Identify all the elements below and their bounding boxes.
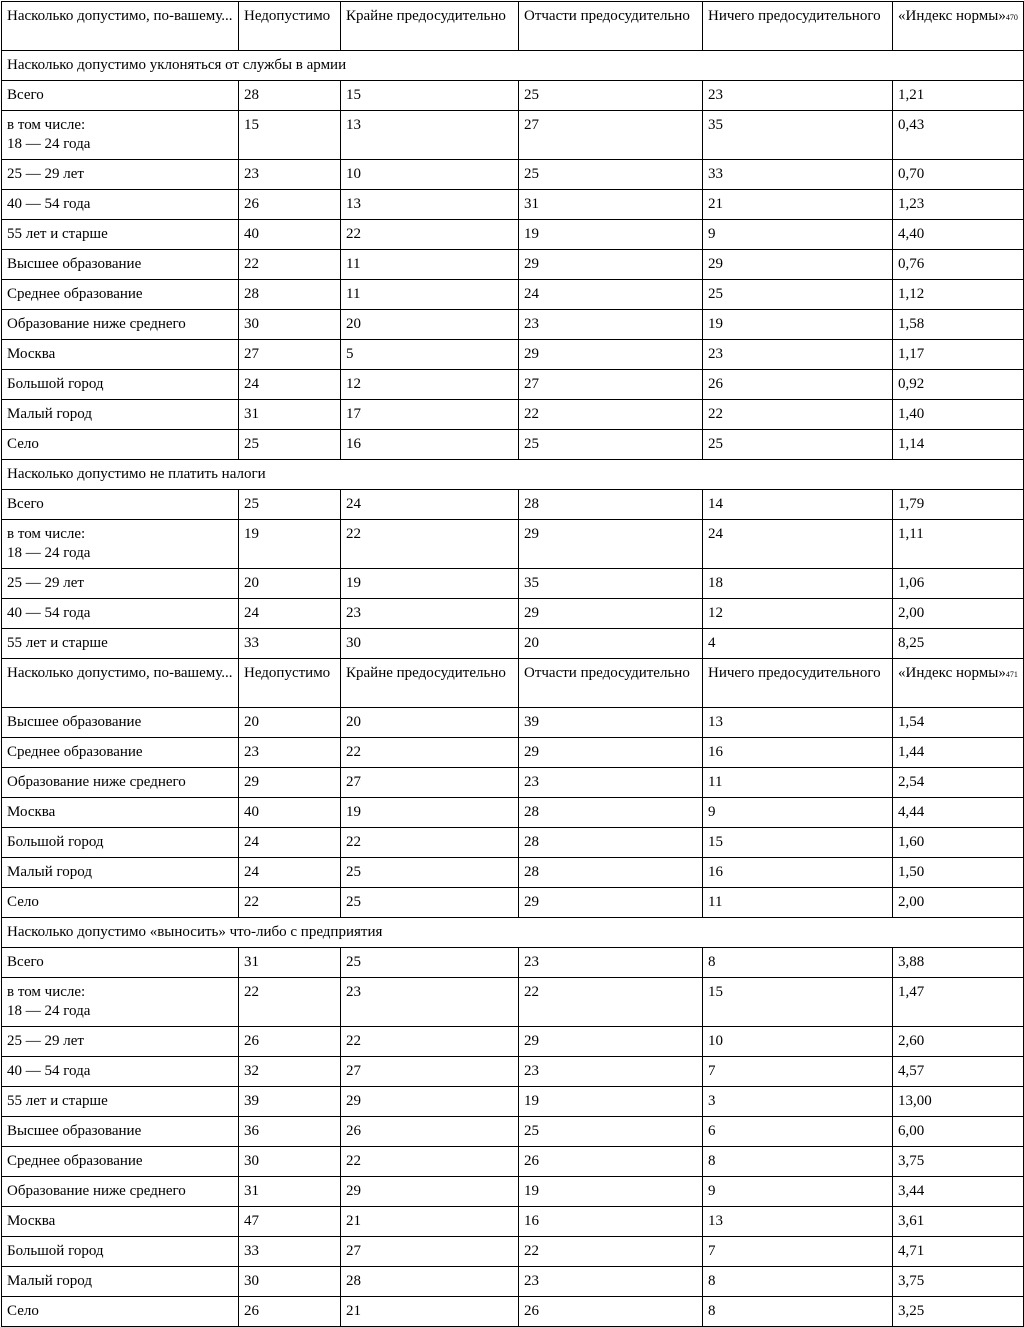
row-label [2,111,239,160]
percent-value: 12 [703,599,893,629]
percent-value: 6 [703,1117,893,1147]
percent-value: 18 [703,569,893,599]
percent-value: 15 [239,111,341,160]
header-unacceptable: Недопустимо [239,2,341,51]
data-row [2,430,1024,460]
percent-value: 29 [519,888,703,918]
percent-value: 27 [341,768,519,798]
row-label: Малый город [2,858,239,888]
row-label: Малый город [2,1267,239,1297]
percent-value: 22 [341,828,519,858]
percent-value: 20 [341,310,519,340]
percent-value: 25 [341,858,519,888]
percent-value: 25 [703,280,893,310]
data-row [2,1267,1024,1297]
percent-value: 22 [341,520,519,569]
data-row [2,190,1024,220]
section-title-row [2,460,1024,490]
percent-value: 16 [703,858,893,888]
percent-value: 33 [239,1237,341,1267]
row-label: 40 — 54 года [2,599,239,629]
percent-value: 12 [341,370,519,400]
data-row [2,798,1024,828]
percent-value: 23 [341,978,519,1027]
norm-index-value: 3,88 [893,948,1024,978]
norm-index-value: 4,44 [893,798,1024,828]
data-row [2,111,1024,160]
row-label: Всего [2,490,239,520]
percent-value: 25 [519,160,703,190]
data-row [2,888,1024,918]
percent-value: 24 [239,599,341,629]
row-label: Всего [2,948,239,978]
header-extremely-reprehensible: Крайне предосудительно [341,2,519,51]
percent-value: 25 [341,888,519,918]
data-row [2,1207,1024,1237]
norm-index-value: 6,00 [893,1117,1024,1147]
row-label: 25 — 29 лет [2,1027,239,1057]
percent-value: 11 [703,888,893,918]
percent-value: 29 [703,250,893,280]
percent-value: 10 [703,1027,893,1057]
norm-index-value: 3,25 [893,1297,1024,1327]
percent-value: 25 [703,430,893,460]
percent-value: 31 [239,1177,341,1207]
norm-index-value: 1,12 [893,280,1024,310]
row-label: Москва [2,798,239,828]
percent-value: 19 [519,220,703,250]
norm-index-value: 0,92 [893,370,1024,400]
subhead-label: в том числе: [7,526,86,542]
data-row [2,1027,1024,1057]
percent-value: 29 [239,768,341,798]
percent-value: 7 [703,1237,893,1267]
percent-value: 19 [519,1087,703,1117]
percent-value: 17 [341,400,519,430]
norm-index-value: 1,44 [893,738,1024,768]
row-label: Село [2,430,239,460]
percent-value: 22 [341,220,519,250]
norm-index-value: 1,58 [893,310,1024,340]
data-row [2,1177,1024,1207]
percent-value: 20 [519,629,703,659]
percent-value: 24 [239,858,341,888]
percent-value: 19 [703,310,893,340]
percent-value: 28 [519,490,703,520]
percent-value: 28 [239,81,341,111]
norm-index-value: 0,43 [893,111,1024,160]
norm-index-value: 8,25 [893,629,1024,659]
percent-value: 29 [341,1177,519,1207]
total-row [2,81,1024,111]
header-nothing-reprehensible: Ничего предосудительного [703,2,893,51]
percent-value: 20 [341,708,519,738]
total-row [2,490,1024,520]
data-row [2,400,1024,430]
percent-value: 16 [341,430,519,460]
percent-value: 31 [519,190,703,220]
norm-index-value: 3,75 [893,1147,1024,1177]
section-title: Насколько допустимо уклоняться от службы в армии [2,51,1024,81]
norm-index-value: 1,23 [893,190,1024,220]
percent-value: 22 [519,400,703,430]
percent-value: 25 [519,81,703,111]
percent-value: 24 [341,490,519,520]
percent-value: 19 [341,798,519,828]
section-title-row [2,51,1024,81]
percent-value: 20 [239,569,341,599]
row-label: Большой город [2,1237,239,1267]
percent-value: 33 [239,629,341,659]
norm-index-value: 1,54 [893,708,1024,738]
percent-value: 22 [341,1147,519,1177]
norm-index-value: 0,70 [893,160,1024,190]
percent-value: 27 [519,111,703,160]
subhead-label: в том числе: [7,984,86,1000]
percent-value: 27 [341,1237,519,1267]
percent-value: 9 [703,1177,893,1207]
survey-table-body [2,2,1024,1327]
percent-value: 15 [341,81,519,111]
percent-value: 29 [519,340,703,370]
row-label: Всего [2,81,239,111]
percent-value: 35 [703,111,893,160]
row-label: Москва [2,1207,239,1237]
percent-value: 39 [239,1087,341,1117]
percent-value: 19 [519,1177,703,1207]
percent-value: 16 [703,738,893,768]
row-label: 25 — 29 лет [2,569,239,599]
percent-value: 24 [519,280,703,310]
data-row [2,599,1024,629]
percent-value: 23 [703,81,893,111]
percent-value: 8 [703,1297,893,1327]
row-label: 55 лет и старше [2,1087,239,1117]
percent-value: 15 [703,978,893,1027]
percent-value: 23 [703,340,893,370]
percent-value: 9 [703,220,893,250]
norm-index-value: 1,79 [893,490,1024,520]
percent-value: 28 [519,798,703,828]
percent-value: 19 [239,520,341,569]
percent-value: 23 [239,738,341,768]
data-row [2,978,1024,1027]
percent-value: 13 [341,111,519,160]
percent-value: 40 [239,798,341,828]
percent-value: 26 [341,1117,519,1147]
percent-value: 4 [703,629,893,659]
percent-value: 22 [341,1027,519,1057]
row-label: Высшее образование [2,250,239,280]
percent-value: 29 [519,520,703,569]
data-row [2,160,1024,190]
data-row [2,738,1024,768]
percent-value: 15 [703,828,893,858]
age-label: 18 — 24 года [7,545,91,561]
percent-value: 13 [703,708,893,738]
percent-value: 22 [519,1237,703,1267]
row-label [2,520,239,569]
data-row [2,1237,1024,1267]
header-row [2,659,1024,708]
percent-value: 40 [239,220,341,250]
percent-value: 26 [519,1297,703,1327]
row-label: Москва [2,340,239,370]
percent-value: 25 [239,490,341,520]
percent-value: 22 [519,978,703,1027]
percent-value: 11 [341,250,519,280]
percent-value: 21 [703,190,893,220]
percent-value: 11 [703,768,893,798]
percent-value: 25 [519,430,703,460]
percent-value: 31 [239,400,341,430]
percent-value: 25 [239,430,341,460]
header-norm-index [893,2,1024,51]
data-row [2,520,1024,569]
percent-value: 29 [519,738,703,768]
norm-index-value: 1,14 [893,430,1024,460]
data-row [2,370,1024,400]
row-label: Образование ниже среднего [2,1177,239,1207]
percent-value: 28 [341,1267,519,1297]
percent-value: 24 [239,828,341,858]
norm-index-value: 1,60 [893,828,1024,858]
percent-value: 30 [341,629,519,659]
percent-value: 26 [239,190,341,220]
percent-value: 23 [519,1267,703,1297]
norm-index-value: 13,00 [893,1087,1024,1117]
data-row [2,310,1024,340]
percent-value: 25 [341,948,519,978]
norm-index-value: 2,60 [893,1027,1024,1057]
row-label: Большой город [2,370,239,400]
header-norm-index-label: «Индекс нормы» [898,8,1006,24]
data-row [2,1117,1024,1147]
header-partly-reprehensible: Отчасти предосудительно [519,659,703,708]
section-title-row [2,918,1024,948]
header-unacceptable: Недопустимо [239,659,341,708]
percent-value: 47 [239,1207,341,1237]
total-row [2,948,1024,978]
footnote-ref: 470 [1005,13,1018,22]
percent-value: 30 [239,310,341,340]
header-nothing-reprehensible: Ничего предосудительного [703,659,893,708]
header-row [2,2,1024,51]
percent-value: 23 [519,948,703,978]
percent-value: 30 [239,1267,341,1297]
data-row [2,768,1024,798]
percent-value: 13 [341,190,519,220]
row-label: Среднее образование [2,280,239,310]
row-label: Село [2,1297,239,1327]
percent-value: 26 [519,1147,703,1177]
norm-index-value: 4,57 [893,1057,1024,1087]
percent-value: 14 [703,490,893,520]
header-question: Насколько допустимо, по-вашему... [2,2,239,51]
data-row [2,1147,1024,1177]
norm-index-value: 1,11 [893,520,1024,569]
row-label: 40 — 54 года [2,190,239,220]
header-norm-index [893,659,1024,708]
percent-value: 29 [341,1087,519,1117]
percent-value: 29 [519,599,703,629]
data-row [2,1297,1024,1327]
percent-value: 22 [703,400,893,430]
norm-index-value: 1,50 [893,858,1024,888]
percent-value: 21 [341,1297,519,1327]
header-extremely-reprehensible: Крайне предосудительно [341,659,519,708]
subhead-label: в том числе: [7,117,86,133]
data-row [2,629,1024,659]
norm-index-value: 3,61 [893,1207,1024,1237]
percent-value: 22 [239,250,341,280]
percent-value: 19 [341,569,519,599]
percent-value: 36 [239,1117,341,1147]
percent-value: 23 [519,1057,703,1087]
row-label: Высшее образование [2,708,239,738]
row-label: Образование ниже среднего [2,768,239,798]
norm-index-value: 2,54 [893,768,1024,798]
percent-value: 8 [703,1267,893,1297]
percent-value: 8 [703,1147,893,1177]
data-row [2,280,1024,310]
header-question: Насколько допустимо, по-вашему... [2,659,239,708]
percent-value: 5 [341,340,519,370]
percent-value: 39 [519,708,703,738]
data-row [2,858,1024,888]
percent-value: 26 [239,1297,341,1327]
data-row [2,569,1024,599]
percent-value: 27 [519,370,703,400]
percent-value: 33 [703,160,893,190]
norm-index-value: 4,40 [893,220,1024,250]
percent-value: 7 [703,1057,893,1087]
percent-value: 29 [519,1027,703,1057]
norm-index-value: 1,21 [893,81,1024,111]
header-partly-reprehensible: Отчасти предосудительно [519,2,703,51]
row-label: Среднее образование [2,738,239,768]
percent-value: 24 [703,520,893,569]
section-title: Насколько допустимо «выносить» что-либо с предприятия [2,918,1024,948]
norm-index-value: 4,71 [893,1237,1024,1267]
percent-value: 29 [519,250,703,280]
percent-value: 26 [239,1027,341,1057]
norm-index-value: 3,75 [893,1267,1024,1297]
data-row [2,828,1024,858]
percent-value: 35 [519,569,703,599]
row-label: Среднее образование [2,1147,239,1177]
percent-value: 22 [239,978,341,1027]
data-row [2,340,1024,370]
percent-value: 28 [519,858,703,888]
percent-value: 8 [703,948,893,978]
norm-index-value: 1,40 [893,400,1024,430]
percent-value: 16 [519,1207,703,1237]
percent-value: 20 [239,708,341,738]
percent-value: 24 [239,370,341,400]
row-label: Село [2,888,239,918]
norm-index-value: 3,44 [893,1177,1024,1207]
percent-value: 22 [239,888,341,918]
row-label: Большой город [2,828,239,858]
percent-value: 28 [239,280,341,310]
percent-value: 23 [519,768,703,798]
section-title: Насколько допустимо не платить налоги [2,460,1024,490]
row-label: 25 — 29 лет [2,160,239,190]
percent-value: 23 [239,160,341,190]
data-row [2,250,1024,280]
norm-index-value: 1,17 [893,340,1024,370]
percent-value: 27 [239,340,341,370]
norm-index-value: 1,47 [893,978,1024,1027]
row-label: 40 — 54 года [2,1057,239,1087]
percent-value: 13 [703,1207,893,1237]
percent-value: 21 [341,1207,519,1237]
norm-index-value: 0,76 [893,250,1024,280]
row-label [2,978,239,1027]
percent-value: 28 [519,828,703,858]
percent-value: 23 [341,599,519,629]
survey-table [1,1,1024,1327]
percent-value: 26 [703,370,893,400]
percent-value: 10 [341,160,519,190]
header-norm-index-label: «Индекс нормы» [898,665,1006,681]
norm-index-value: 2,00 [893,599,1024,629]
percent-value: 23 [519,310,703,340]
percent-value: 11 [341,280,519,310]
data-row [2,1057,1024,1087]
percent-value: 27 [341,1057,519,1087]
row-label: Образование ниже среднего [2,310,239,340]
age-label: 18 — 24 года [7,136,91,152]
percent-value: 9 [703,798,893,828]
row-label: Высшее образование [2,1117,239,1147]
percent-value: 25 [519,1117,703,1147]
norm-index-value: 1,06 [893,569,1024,599]
row-label: 55 лет и старше [2,220,239,250]
row-label: 55 лет и старше [2,629,239,659]
percent-value: 32 [239,1057,341,1087]
percent-value: 31 [239,948,341,978]
age-label: 18 — 24 года [7,1003,91,1019]
footnote-ref: 471 [1005,670,1018,679]
percent-value: 30 [239,1147,341,1177]
row-label: Малый город [2,400,239,430]
percent-value: 3 [703,1087,893,1117]
percent-value: 22 [341,738,519,768]
data-row [2,1087,1024,1117]
data-row [2,708,1024,738]
data-row [2,220,1024,250]
norm-index-value: 2,00 [893,888,1024,918]
